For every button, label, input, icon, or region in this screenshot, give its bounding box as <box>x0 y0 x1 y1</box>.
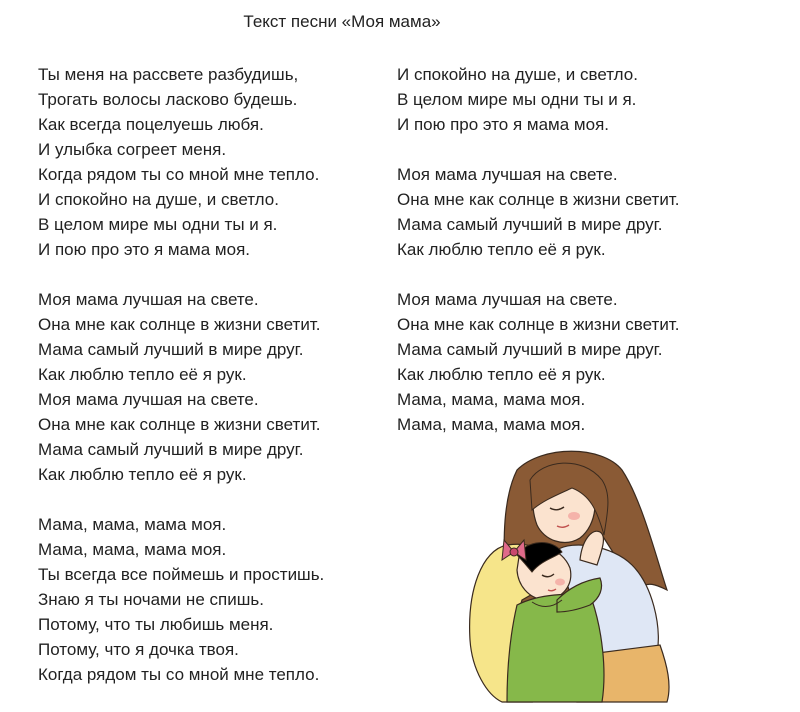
lyric-line: Мама, мама, мама моя. <box>38 515 227 534</box>
lyric-line: Знаю я ты ночами не спишь. <box>38 590 264 609</box>
lyric-line: Моя мама лучшая на свете. <box>397 290 618 309</box>
stanza <box>397 62 679 137</box>
lyric-line: Моя мама лучшая на свете. <box>38 290 259 309</box>
lyric-line: Она мне как солнце в жизни светит. <box>397 190 680 209</box>
lyrics-right-column <box>397 62 679 437</box>
lyric-line: Трогать волосы ласково будешь. <box>38 90 298 109</box>
lyrics-left-column <box>38 62 324 687</box>
stanza <box>397 287 679 437</box>
stanza <box>38 287 324 487</box>
stanza <box>38 512 324 687</box>
lyric-line: Она мне как солнце в жизни светит. <box>38 315 321 334</box>
lyric-line: Мама самый лучший в мире друг. <box>38 440 304 459</box>
lyric-line: Мама самый лучший в мире друг. <box>397 340 663 359</box>
lyric-line: Как люблю тепло её я рук. <box>38 365 247 384</box>
stanza-gap <box>397 137 679 162</box>
lyric-line: И спокойно на душе, и светло. <box>38 190 279 209</box>
lyric-line: Моя мама лучшая на свете. <box>397 165 618 184</box>
lyric-line: Как люблю тепло её я рук. <box>397 240 606 259</box>
lyric-line: Мама, мама, мама моя. <box>38 540 227 559</box>
mother-daughter-hug-illustration <box>462 440 677 705</box>
lyric-line: И спокойно на душе, и светло. <box>397 65 638 84</box>
lyric-line: Когда рядом ты со мной мне тепло. <box>38 165 320 184</box>
stanza-gap <box>38 262 324 287</box>
lyric-line: В целом мире мы одни ты и я. <box>38 215 278 234</box>
lyric-line: Мама самый лучший в мире друг. <box>38 340 304 359</box>
lyric-line: Как люблю тепло её я рук. <box>397 365 606 384</box>
lyric-line: Потому, что ты любишь меня. <box>38 615 274 634</box>
lyric-line: И пою про это я мама моя. <box>397 115 609 134</box>
lyric-line: И улыбка согреет меня. <box>38 140 227 159</box>
lyric-line: Мама, мама, мама моя. <box>397 415 586 434</box>
lyric-line: В целом мире мы одни ты и я. <box>397 90 637 109</box>
stanza-gap <box>397 262 679 287</box>
lyric-line: Когда рядом ты со мной мне тепло. <box>38 665 320 684</box>
stanza <box>38 62 324 262</box>
lyric-line: Она мне как солнце в жизни светит. <box>38 415 321 434</box>
song-title: Текст песни «Моя мама» <box>243 12 441 31</box>
lyric-line: И пою про это я мама моя. <box>38 240 250 259</box>
stanza-gap <box>38 487 324 512</box>
lyric-line: Как люблю тепло её я рук. <box>38 465 247 484</box>
lyric-line: Ты всегда все поймешь и простишь. <box>38 565 325 584</box>
lyric-line: Ты меня на рассвете разбудишь, <box>38 65 299 84</box>
lyric-line: Моя мама лучшая на свете. <box>38 390 259 409</box>
lyric-line: Она мне как солнце в жизни светит. <box>397 315 680 334</box>
lyric-line: Потому, что я дочка твоя. <box>38 640 239 659</box>
lyric-line: Мама, мама, мама моя. <box>397 390 586 409</box>
lyric-line: Мама самый лучший в мире друг. <box>397 215 663 234</box>
stanza <box>397 162 679 262</box>
lyric-line: Как всегда поцелуешь любя. <box>38 115 264 134</box>
